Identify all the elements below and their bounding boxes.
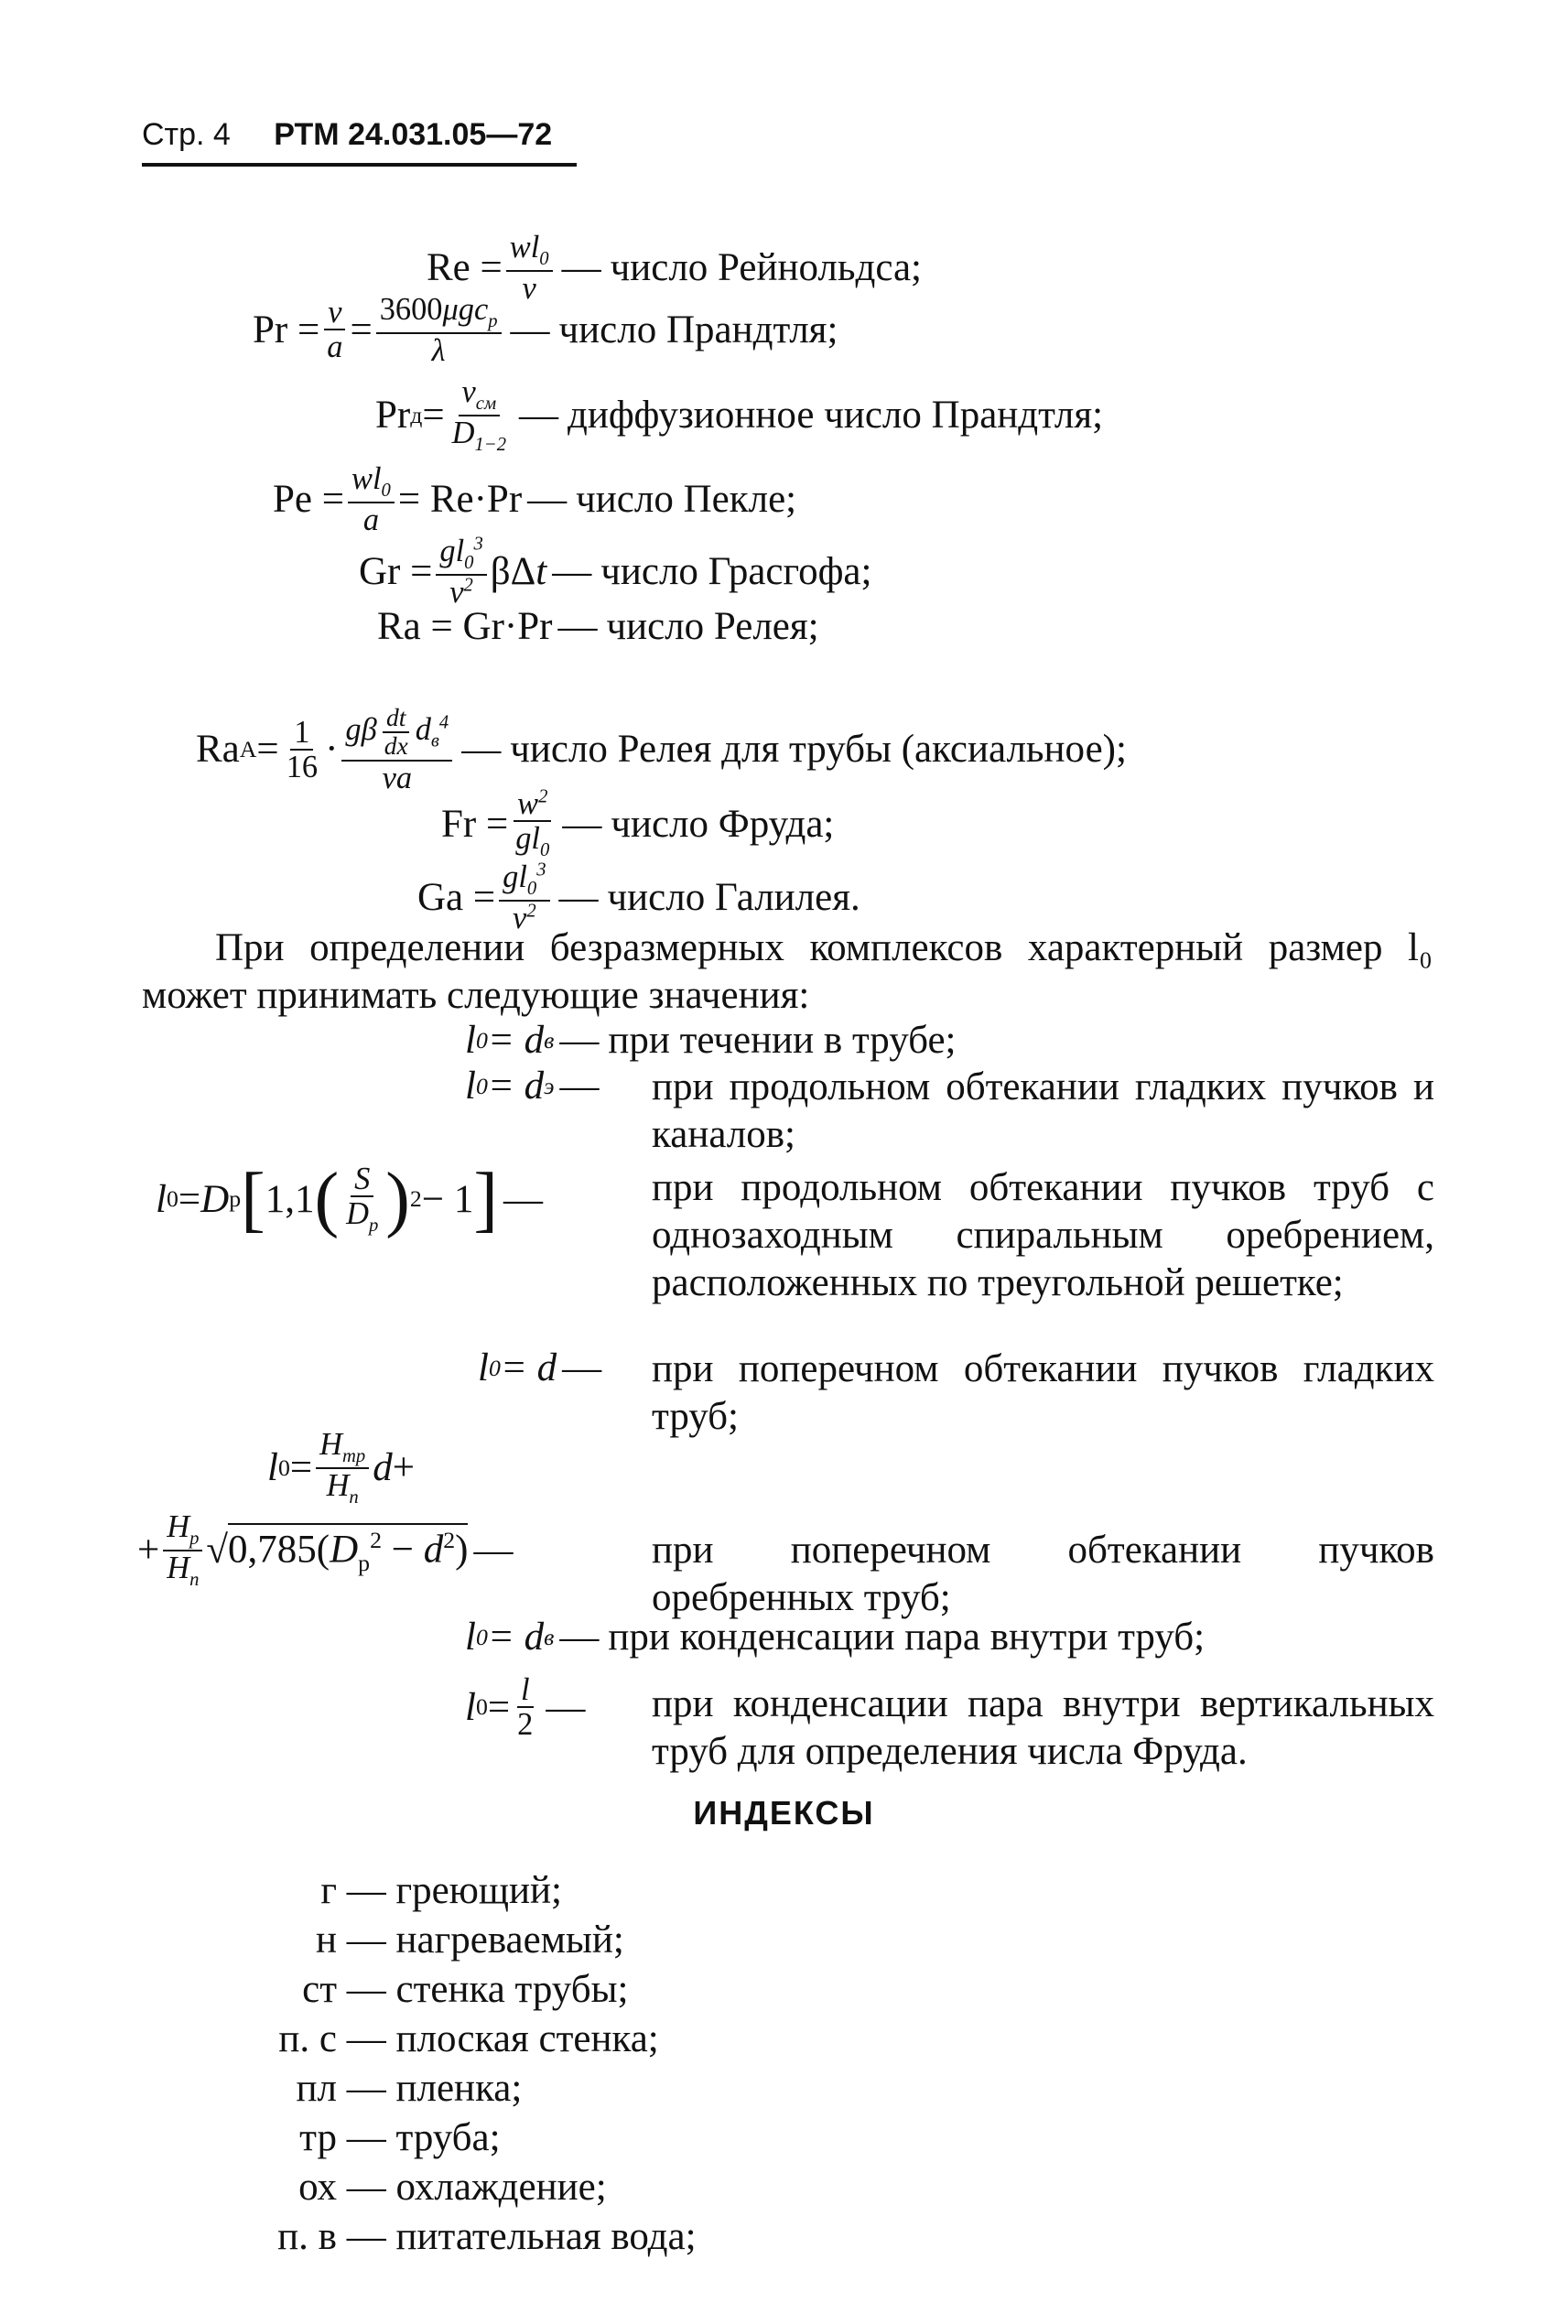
index-item: ст — стенка трубы;: [302, 1968, 629, 2011]
formula-desc: число Релея для трубы (аксиальное);: [510, 728, 1127, 772]
formula-desc: число Релея;: [606, 605, 819, 648]
formula-desc: при конденсации пара внутри труб;: [608, 1616, 1206, 1659]
l0-def-7: l 0 = $\frac{l}{2}$ —: [465, 1672, 586, 1743]
formula-lhs: Ga = $\frac{gl_0^3}{\nu^2}$: [417, 860, 554, 935]
formula-lhs: Pe = $\frac{wl_0}{a}$ = Re·Pr: [273, 461, 523, 537]
formula-lhs: + $\frac{H_р}{H_п}$ √ $0,785(D_р^2 - d^2)$: [137, 1509, 469, 1590]
formula-desc: число Грасгофа;: [600, 549, 872, 593]
index-item: ох — охлаждение;: [298, 2166, 607, 2209]
formula-raa: Ra A = $\frac{1}{16}$ · gβ $\frac{dt}{dx}$ $d_в^4$ νa — число Релея для трубы (аксиальное);: [196, 703, 1127, 795]
page-header: [142, 117, 552, 153]
formula-desc: число Прандтля;: [558, 308, 838, 351]
formula-lhs: Pr = $\frac{\nu}{a}$ = $\frac{3600\mu gc_p}{\lambda}$: [253, 293, 505, 367]
formula-lhs: l 0 = d: [478, 1346, 557, 1389]
l0-def-1: l 0 = d в — при течении в трубе;: [465, 1019, 957, 1062]
formula-lhs: l 0 = d в: [465, 1019, 555, 1062]
index-item: н — нагреваемый;: [315, 1919, 624, 1962]
l0-def-2: l 0 = d э —: [465, 1065, 600, 1108]
formula-desc: диффузионное число Прандтля;: [568, 394, 1104, 438]
formula-desc: при конденсации пара внутри вертикальных труб для определения числа Фруда.: [652, 1682, 1434, 1773]
formula-prd: Pr д = $\frac{\nu_{см}}{D_{1-2}}$ — диффузионное число Прандтля;: [375, 374, 1104, 455]
indices-heading: ИНДЕКСЫ: [693, 1794, 875, 1832]
l0-def-4: l 0 = d —: [478, 1346, 602, 1389]
formula-lhs: Pr д = $\frac{\nu_{см}}{D_{1-2}}$: [375, 374, 507, 455]
formula-lhs: l 0 = d в: [465, 1616, 555, 1659]
formula-lhs: Re = $\frac{wl_0}{\nu}$: [427, 231, 557, 305]
formula-desc: при продольном обтекании гладких пучков и каналов;: [652, 1065, 1434, 1156]
formula-pe: Pe = $\frac{wl_0}{a}$ = Re·Pr — число Пекле;: [273, 461, 797, 537]
header-rule: [142, 163, 577, 167]
l0-def-3: l 0 = D р [ 1,1 ( $\frac{S}{D_р}$ ) 2 − 1 ] —: [156, 1159, 543, 1240]
formula-lhs: l 0 = D р [ 1,1 ( $\frac{S}{D_р}$ ) 2 − 1 ]: [156, 1159, 498, 1240]
formula-lhs: Fr = $\frac{w^2}{gl_0}$: [441, 787, 557, 861]
formula-lhs: l 0 = $\frac{H_{тр}}{H_п}$ d +: [267, 1427, 415, 1508]
formula-lhs: l 0 = d э: [465, 1065, 555, 1108]
formula-gr: Gr = $\frac{gl_0^3}{\nu^2}$ βΔ t — число Грасгофа;: [359, 534, 872, 610]
index-item: г — греющий;: [320, 1869, 562, 1912]
formula-pr: Pr = $\frac{\nu}{a}$ = $\frac{3600\mu gc_p}{\lambda}$ — число Прандтля;: [253, 292, 838, 368]
formula-lhs: Ra A = $\frac{1}{16}$ · gβ $\frac{dt}{dx}$ $d_в^4$ νa: [196, 705, 456, 794]
formula-desc: при поперечном обтекании пучков гладких труб;: [652, 1347, 1434, 1438]
index-item: п. в — питательная вода;: [277, 2215, 697, 2258]
formula-lhs: l 0 = $\frac{l}{2}$: [465, 1672, 534, 1743]
formula-lhs: Ra = Gr·Pr: [377, 605, 553, 648]
l0-def-5a: [267, 1428, 415, 1508]
document-code: РТМ 24.031.05—72: [274, 117, 553, 152]
formula-desc: число Галилея.: [607, 875, 860, 919]
index-item: пл — пленка;: [296, 2067, 523, 2110]
formula-desc: число Пекле;: [576, 477, 797, 521]
formula-desc: при поперечном обтекании пучков оребренных труб;: [652, 1529, 1434, 1619]
formula-re: Re = $\frac{wl_0}{\nu}$ — число Рейнольдса;: [427, 230, 923, 306]
page-number: Стр. 4: [142, 117, 231, 152]
formula-ra: Ra = Gr·Pr — число Релея;: [377, 605, 819, 648]
formula-lhs: Gr = $\frac{gl_0^3}{\nu^2}$ βΔ t: [359, 534, 547, 610]
formula-ga: Ga = $\frac{gl_0^3}{\nu^2}$ — число Галилея.: [417, 859, 860, 935]
formula-desc: число Рейнольдса;: [610, 245, 923, 289]
formula-fr: Fr = $\frac{w^2}{gl_0}$ — число Фруда;: [441, 786, 835, 860]
paragraph-intro: При определении безразмерных комплексов характерный размер l₀ может принимать следующие значения:: [142, 926, 1433, 1017]
l0-def-5: + $\frac{H_р}{H_п}$ √ $0,785(D_р^2 - d^2)$ —: [137, 1509, 514, 1590]
index-item: п. с — плоская стенка;: [278, 2017, 659, 2060]
formula-desc: число Фруда;: [611, 802, 835, 846]
index-item: тр — труба;: [299, 2116, 501, 2159]
formula-desc: при продольном обтекании пучков труб с однозаходным спиральным оребрением, расположенных по треугольной решетке;: [652, 1166, 1434, 1304]
formula-desc: при течении в трубе;: [608, 1019, 957, 1062]
l0-def-6: l 0 = d в — при конденсации пара внутри труб;: [465, 1616, 1206, 1659]
